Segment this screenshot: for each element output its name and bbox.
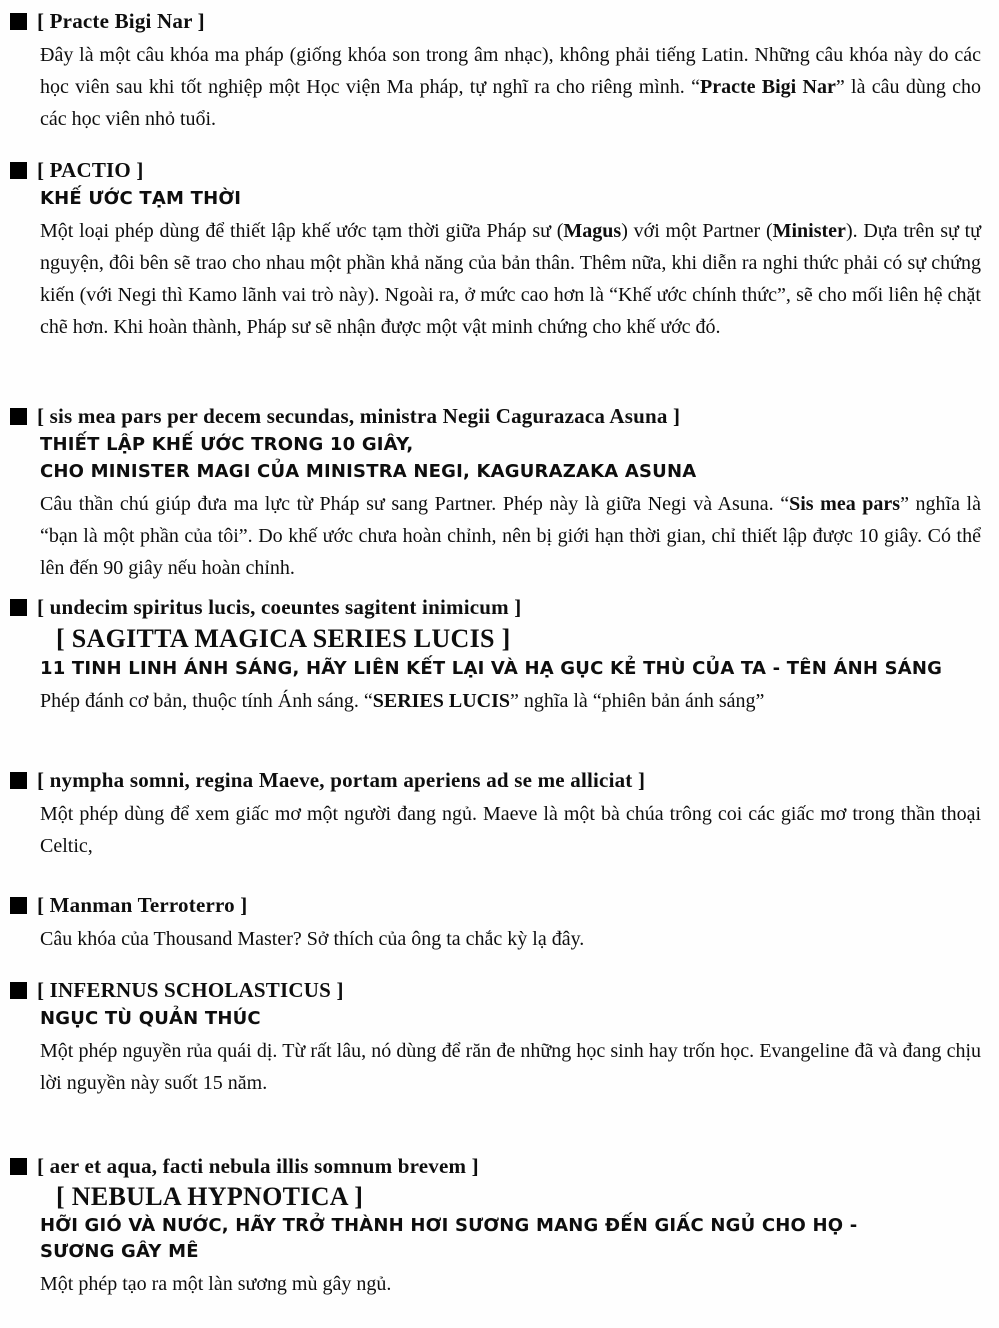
body-text-segment-bold: Sis mea pars (789, 493, 901, 515)
entry-practe-bigi-nar (0, 6, 999, 135)
bullet-square-icon (10, 772, 27, 789)
entry-infernus-scholasticus (0, 975, 999, 1099)
entry-subtitle-line: HỠI GIÓ VÀ NƯỚC, HÃY TRỞ THÀNH HƠI SƯƠNG MANG ĐẾN GIẤC NGỦ CHO HỌ - (40, 1215, 858, 1236)
body-text-segment-bold: Practe Bigi Nar (699, 76, 836, 98)
bullet-square-icon (10, 897, 27, 914)
entry-body (40, 923, 981, 955)
body-text-segment: ) với một Partner ( (621, 220, 773, 242)
bullet-square-icon (10, 1158, 27, 1175)
entry-body (40, 39, 981, 135)
entry-subtitle-line: SƯƠNG GÂY MÊ (40, 1241, 199, 1262)
entry-header (0, 592, 999, 622)
entry-subtitle-line: KHẾ ƯỚC TẠM THỜI (40, 188, 242, 209)
entry-title: [ sis mea pars per decem secundas, ministra Negii Cagurazaca Asuna ] (37, 404, 681, 428)
entry-title: [ INFERNUS SCHOLASTICUS ] (37, 978, 344, 1002)
entry-header (0, 401, 999, 431)
entry-pactio (0, 155, 999, 343)
body-text-segment: ). Dựa trên sự tự nguyện, đôi bên sẽ trao cho nhau một phần khả năng của bản thân. Thêm nữa, khi diễn ra nghi thức phải có sự chứng kiến (với Negi thì Kamo lãnh vai trò này). Ngoài ra, ở mức cao hơn là “Khế ước chính thức”, sẽ cho mối liên hệ chặt chẽ hơn. Khi hoàn thành, Pháp sư sẽ nhận được một vật minh chứng cho khế ước đó. (40, 220, 981, 338)
entry-header (0, 6, 999, 36)
body-text-segment: Câu thần chú giúp đưa ma lực từ Pháp sư sang Partner. Phép này là giữa Negi và Asuna. “ (40, 493, 790, 515)
body-text-segment: Câu khóa của Thousand Master? Sở thích của ông ta chắc kỳ lạ đây. (40, 928, 585, 950)
entry-big-title: [ SAGITTA MAGICA SERIES LUCIS ] (56, 624, 511, 653)
entry-body (40, 1035, 981, 1099)
bullet-square-icon (10, 982, 27, 999)
entry-header (0, 155, 999, 185)
entry-body (40, 1268, 981, 1300)
entry-header (0, 890, 999, 920)
entry-subtitle-line: NGỤC TÙ QUẢN THÚC (40, 1008, 261, 1029)
body-text-segment: Một phép nguyền rủa quái dị. Từ rất lâu, nó dùng để răn đe những học sinh hay trốn học. Evangeline đã và đang chịu lời nguyền này suốt 15 năm. (40, 1040, 981, 1094)
entry-sis-mea-pars (0, 401, 999, 584)
body-text-segment: Một phép dùng để xem giấc mơ một người đang ngủ. Maeve là một bà chúa trông coi các giấc mơ trong thần thoại Celtic, (40, 803, 981, 857)
body-text-segment-bold: Magus (563, 220, 622, 242)
entry-header (0, 1151, 999, 1181)
entry-title: [ PACTIO ] (37, 158, 144, 182)
body-text-segment: ” là câu dùng cho các học viên nhỏ tuổi. (40, 76, 981, 130)
entry-header (0, 975, 999, 1005)
entry-header (0, 765, 999, 795)
entry-title: [ Practe Bigi Nar ] (37, 9, 205, 33)
entry-title: [ undecim spiritus lucis, coeuntes sagitent inimicum ] (37, 595, 522, 619)
entry-title: [ nympha somni, regina Maeve, portam aperiens ad se me alliciat ] (37, 768, 646, 792)
entry-title: [ aer et aqua, facti nebula illis somnum brevem ] (37, 1154, 479, 1178)
entry-title: [ Manman Terroterro ] (37, 893, 248, 917)
entry-big-title: [ NEBULA HYPNOTICA ] (56, 1182, 364, 1211)
entry-manman-terroterro (0, 890, 999, 955)
body-text-segment-bold: Minister (772, 220, 846, 242)
entry-body (40, 488, 981, 584)
entry-nympha-somni (0, 765, 999, 862)
entry-subtitle-line: THIẾT LẬP KHẾ ƯỚC TRONG 10 GIÂY, (40, 434, 414, 455)
body-text-segment: Một phép tạo ra một làn sương mù gây ngủ. (40, 1273, 392, 1295)
entry-body (40, 685, 981, 717)
entry-nebula-hypnotica (0, 1151, 999, 1300)
body-text-segment: Phép đánh cơ bản, thuộc tính Ánh sáng. “ (40, 690, 373, 712)
entry-body (40, 215, 981, 343)
body-text-segment: ” nghĩa là “bạn là một phần của tôi”. Do khế ước chưa hoàn chỉnh, nên bị giới hạn thời gian, chỉ thiết lập được 10 giây. Có thể lên đến 90 giây nếu hoàn chỉnh. (40, 493, 981, 579)
body-text-segment: Một loại phép dùng để thiết lập khế ước tạm thời giữa Pháp sư ( (40, 220, 564, 242)
body-text-segment-bold: SERIES LUCIS (372, 690, 511, 712)
body-text-segment: Đây là một câu khóa ma pháp (giống khóa son trong âm nhạc), không phải tiếng Latin. Những câu khóa này do các học viên sau khi tốt nghiệp một Học viện Ma pháp, tự nghĩ ra cho riêng mình. “ (40, 44, 981, 98)
entry-body (40, 798, 981, 862)
bullet-square-icon (10, 599, 27, 616)
body-text-segment: ” nghĩa là “phiên bản ánh sáng” (510, 690, 765, 712)
bullet-square-icon (10, 13, 27, 30)
bullet-square-icon (10, 162, 27, 179)
entry-subtitle-line: 11 TINH LINH ÁNH SÁNG, HÃY LIÊN KẾT LẠI VÀ HẠ GỤC KẺ THÙ CỦA TA - TÊN ÁNH SÁNG (40, 658, 943, 679)
bullet-square-icon (10, 408, 27, 425)
entry-sagitta-magica (0, 592, 999, 717)
entry-subtitle-line: CHO MINISTER MAGI CỦA MINISTRA NEGI, KAGURAZAKA ASUNA (40, 461, 697, 482)
